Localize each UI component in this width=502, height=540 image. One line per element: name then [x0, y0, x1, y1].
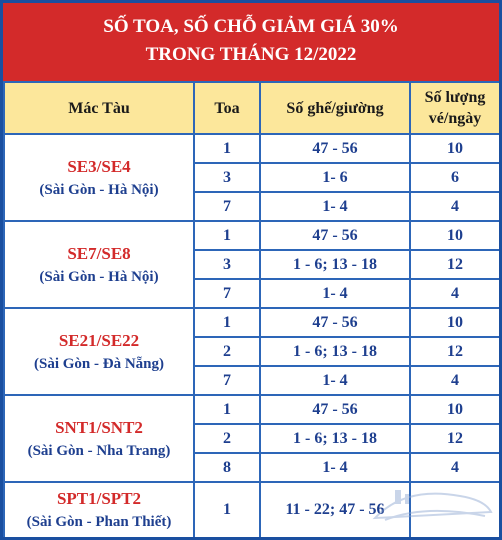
col-header-car: Toa — [194, 82, 260, 134]
title-line-1: SỐ TOA, SỐ CHỖ GIẢM GIÁ 30% — [103, 16, 399, 37]
table-row — [4, 134, 499, 163]
train-code: SE7/SE8 — [67, 243, 131, 263]
car-cell: 1 — [194, 308, 260, 337]
table-body — [4, 134, 499, 537]
car-cell: 2 — [194, 337, 260, 366]
seats-cell: 47 - 56 — [260, 395, 410, 424]
seats-cell: 1- 4 — [260, 192, 410, 221]
train-route: (Sài Gòn - Nha Trang) — [27, 442, 171, 459]
table-row — [4, 395, 499, 424]
discount-seat-table — [3, 81, 499, 537]
car-cell: 1 — [194, 482, 260, 537]
quantity-cell: 10 — [410, 395, 499, 424]
car-cell: 1 — [194, 221, 260, 250]
train-cell — [4, 395, 194, 482]
car-cell: 3 — [194, 250, 260, 279]
quantity-cell: 4 — [410, 192, 499, 221]
company-logo-watermark — [365, 478, 495, 533]
title-line-2: TRONG THÁNG 12/2022 — [145, 44, 357, 65]
train-cell — [4, 308, 194, 395]
table-row — [4, 221, 499, 250]
discount-table-card — [3, 3, 499, 537]
seats-cell: 1 - 6; 13 - 18 — [260, 250, 410, 279]
seats-cell: 1- 4 — [260, 279, 410, 308]
title-banner — [3, 3, 499, 81]
car-cell: 3 — [194, 163, 260, 192]
train-code: SE3/SE4 — [67, 156, 131, 176]
train-cell — [4, 482, 194, 537]
car-cell: 7 — [194, 192, 260, 221]
train-code: SNT1/SNT2 — [55, 417, 143, 437]
col-header-train: Mác Tàu — [4, 82, 194, 134]
quantity-cell: 12 — [410, 337, 499, 366]
train-code: SE21/SE22 — [58, 330, 140, 350]
quantity-cell: 4 — [410, 453, 499, 482]
col-header-quantity-line2: vé/ngày — [428, 110, 482, 127]
train-route: (Sài Gòn - Đà Nẵng) — [33, 355, 164, 372]
train-cell — [4, 221, 194, 308]
quantity-cell: 10 — [410, 134, 499, 163]
train-route: (Sài Gòn - Phan Thiết) — [26, 514, 172, 530]
train-route: (Sài Gòn - Hà Nội) — [39, 268, 159, 285]
seats-cell: 47 - 56 — [260, 308, 410, 337]
seats-cell: 11 - 22; 47 - 56 — [260, 482, 410, 537]
quantity-cell: 6 — [410, 163, 499, 192]
table-header-row — [4, 82, 499, 134]
quantity-cell: 10 — [410, 221, 499, 250]
seats-cell: 1- 6 — [260, 163, 410, 192]
seats-cell: 1- 4 — [260, 453, 410, 482]
seats-cell: 1- 4 — [260, 366, 410, 395]
car-cell: 7 — [194, 366, 260, 395]
col-header-quantity — [410, 82, 499, 134]
seats-cell: 47 - 56 — [260, 221, 410, 250]
train-route: (Sài Gòn - Hà Nội) — [39, 181, 159, 198]
car-cell: 7 — [194, 279, 260, 308]
col-header-quantity-line1: Số lượng — [424, 89, 486, 106]
quantity-cell: 10 — [410, 308, 499, 337]
quantity-cell: 12 — [410, 250, 499, 279]
car-cell: 1 — [194, 395, 260, 424]
quantity-cell: 12 — [410, 424, 499, 453]
quantity-cell: 4 — [410, 279, 499, 308]
car-cell: 2 — [194, 424, 260, 453]
car-cell: 1 — [194, 134, 260, 163]
seats-cell: 1 - 6; 13 - 18 — [260, 424, 410, 453]
seats-cell: 47 - 56 — [260, 134, 410, 163]
table-row — [4, 308, 499, 337]
train-code: SPT1/SPT2 — [56, 489, 142, 508]
car-cell: 8 — [194, 453, 260, 482]
col-header-seats: Số ghế/giường — [260, 82, 410, 134]
seats-cell: 1 - 6; 13 - 18 — [260, 337, 410, 366]
quantity-cell: 4 — [410, 366, 499, 395]
train-cell — [4, 134, 194, 221]
